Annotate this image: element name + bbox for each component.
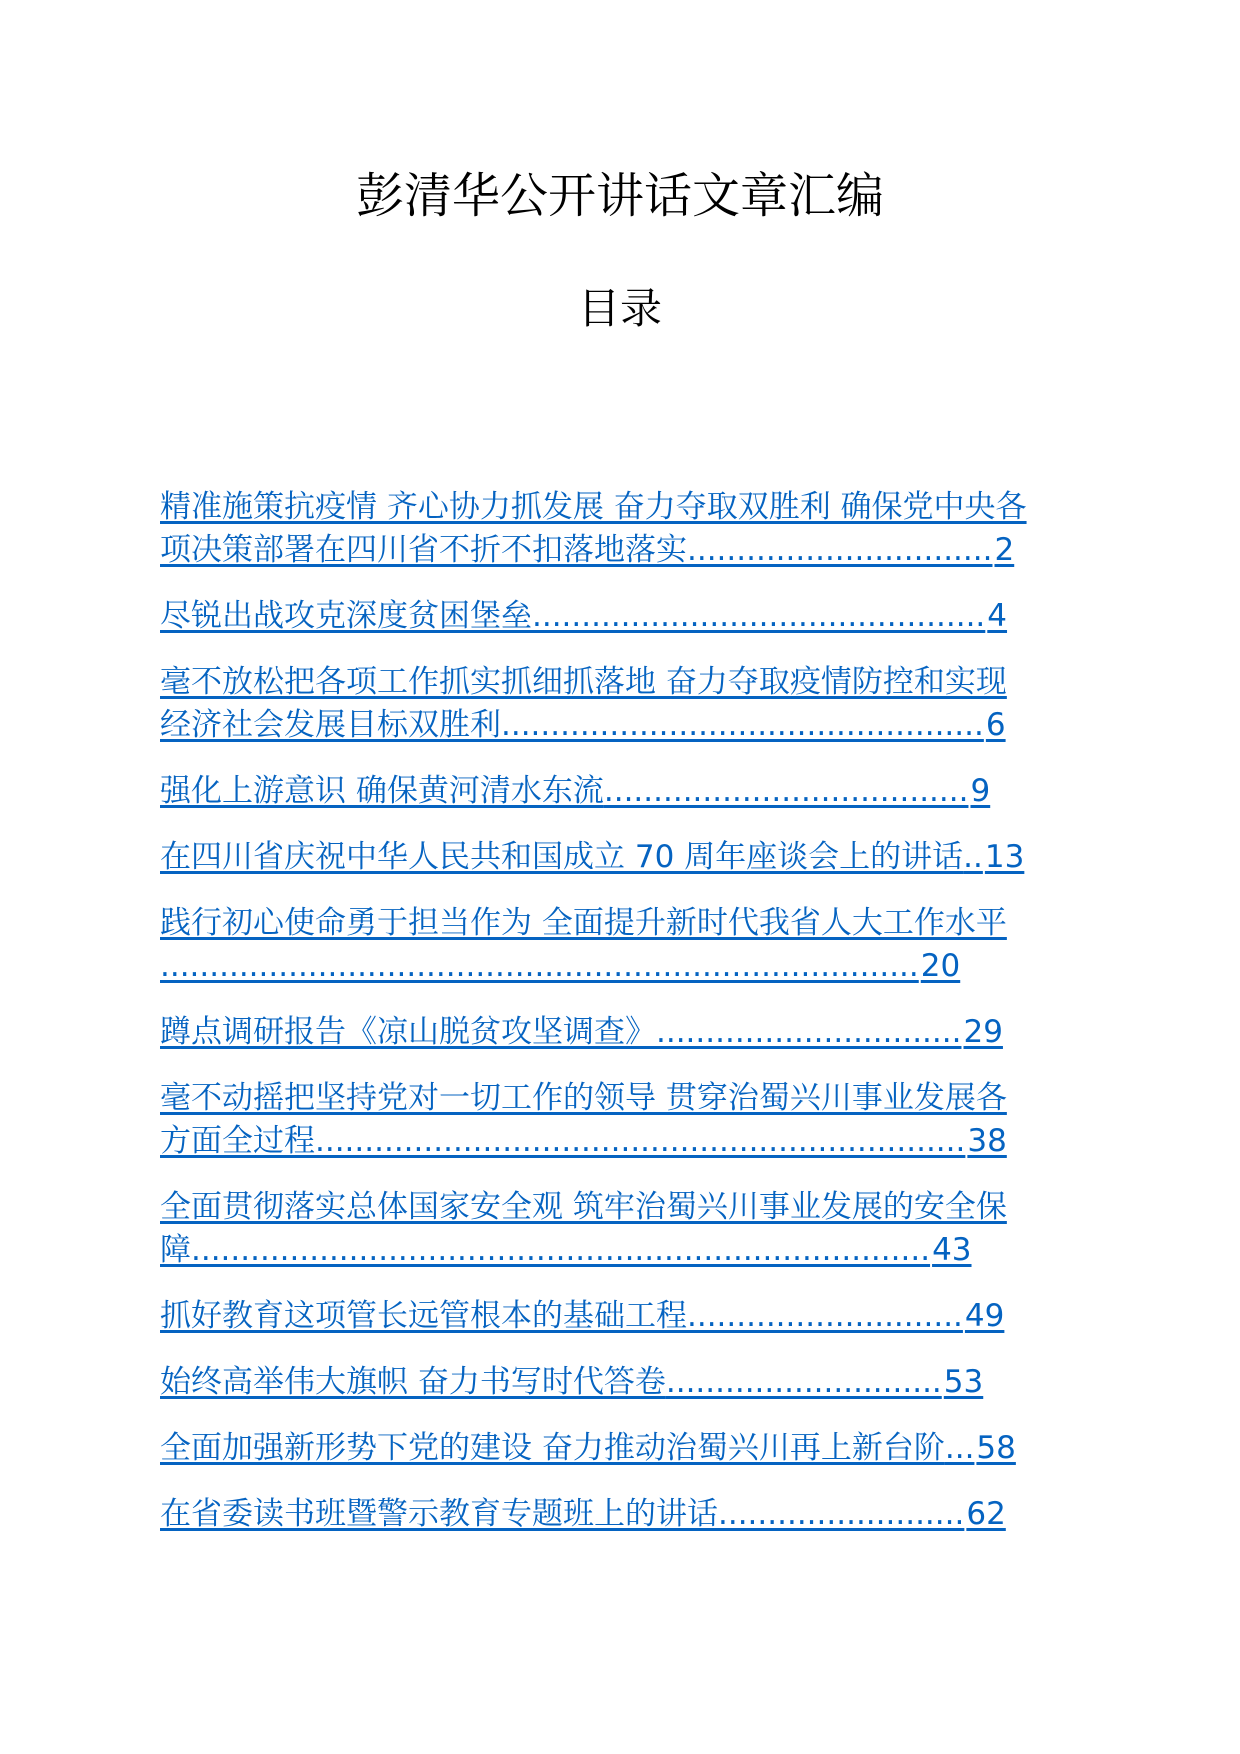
toc-leader-dots: .........................: [718, 1496, 965, 1532]
toc-entry-link[interactable]: [160, 1295, 1085, 1338]
toc-entry-link[interactable]: [160, 1077, 1085, 1163]
toc-page-number: 53: [943, 1364, 984, 1400]
toc-entry: [160, 661, 1085, 747]
toc-entry-link[interactable]: [160, 486, 1085, 572]
toc-entry: [160, 902, 1085, 988]
table-of-contents: [160, 486, 1085, 1559]
toc-entry-link[interactable]: [160, 1361, 1085, 1404]
toc-leader-dots: .................................................: [501, 707, 984, 743]
toc-entry: [160, 1011, 1085, 1054]
toc-entry: [160, 1361, 1085, 1404]
toc-leader-dots: ...........................................................................: [191, 1232, 931, 1268]
toc-entry-title: 全面贯彻落实总体国家安全观 筑牢治蜀兴川事业发展的安全保: [160, 1189, 1007, 1225]
toc-entry-link[interactable]: [160, 770, 1085, 813]
toc-entry-title: 抓好教育这项管长远管根本的基础工程: [160, 1298, 687, 1334]
toc-entry-title: 毫不放松把各项工作抓实抓细抓落地 奋力夺取疫情防控和实现: [160, 664, 1007, 700]
toc-page-number: 38: [967, 1123, 1007, 1159]
toc-page-number: 49: [964, 1298, 1005, 1334]
toc-entry-title: 毫不动摇把坚持党对一切工作的领导 贯穿治蜀兴川事业发展各: [160, 1080, 1007, 1116]
toc-leader-dots: ..................................................................: [315, 1123, 966, 1159]
toc-heading: 目录: [577, 284, 662, 333]
toc-entry-title: 始终高举伟大旗帜 奋力书写时代答卷: [160, 1364, 666, 1400]
toc-page-number: 13: [984, 839, 1025, 875]
toc-entry-title: 尽锐出战攻克深度贫困堡垒: [160, 598, 532, 634]
toc-page-number: 6: [985, 707, 1006, 743]
toc-page-number: 20: [920, 948, 961, 984]
toc-entry: [160, 595, 1085, 638]
toc-entry-title: 经济社会发展目标双胜利: [160, 707, 501, 743]
toc-entry: [160, 836, 1085, 879]
toc-entry-link[interactable]: [160, 1186, 1085, 1272]
toc-entry-link[interactable]: [160, 836, 1085, 879]
toc-page-number: 2: [994, 532, 1015, 568]
toc-entry: [160, 1186, 1085, 1272]
toc-page-number: 62: [966, 1496, 1006, 1532]
toc-leader-dots: .....................................: [603, 773, 969, 809]
toc-entry: [160, 770, 1085, 813]
toc-page-number: 4: [987, 598, 1008, 634]
toc-page-number: 29: [963, 1014, 1003, 1050]
toc-entry-title: 精准施策抗疫情 齐心协力抓发展 奋力夺取双胜利 确保党中央各: [160, 489, 1027, 525]
toc-entry-link[interactable]: [160, 902, 1085, 988]
toc-leader-dots: ...: [944, 1430, 975, 1466]
toc-entry: [160, 1427, 1085, 1470]
toc-entry-title: 践行初心使命勇于担当作为 全面提升新时代我省人大工作水平: [160, 905, 1007, 941]
toc-entry-title: 蹲点调研报告《凉山脱贫攻坚调查》: [160, 1014, 656, 1050]
toc-entry-title: 项决策部署在四川省不折不扣落地落实: [160, 532, 687, 568]
toc-entry-title: 障: [160, 1232, 191, 1268]
toc-leader-dots: ..............................................: [532, 598, 986, 634]
toc-page-number: 9: [970, 773, 991, 809]
document-title: 彭清华公开讲话文章汇编: [355, 168, 884, 224]
toc-page-number: 58: [976, 1430, 1016, 1466]
toc-entry: [160, 486, 1085, 572]
toc-leader-dots: .............................................................................: [160, 948, 919, 984]
toc-leader-dots: ............................: [687, 1298, 963, 1334]
toc-entry: [160, 1077, 1085, 1163]
toc-entry-title: 在四川省庆祝中华人民共和国成立 70 周年座谈会上的讲话: [160, 839, 964, 875]
toc-leader-dots: ............................: [665, 1364, 942, 1400]
toc-page-number: 43: [932, 1232, 972, 1268]
toc-entry-link[interactable]: [160, 661, 1085, 747]
toc-entry-title: 强化上游意识 确保黄河清水东流: [160, 773, 604, 809]
toc-leader-dots: ...............................: [687, 532, 993, 568]
toc-entry: [160, 1295, 1085, 1338]
toc-entry-title: 全面加强新形势下党的建设 奋力推动治蜀兴川再上新台阶: [160, 1430, 945, 1466]
toc-entry-title: 在省委读书班暨警示教育专题班上的讲话: [160, 1496, 718, 1532]
toc-entry-link[interactable]: [160, 1011, 1085, 1054]
toc-entry-link[interactable]: [160, 595, 1085, 638]
toc-entry-link[interactable]: [160, 1427, 1085, 1470]
toc-entry-link[interactable]: [160, 1493, 1085, 1536]
toc-entry: [160, 1493, 1085, 1536]
toc-entry-title: 方面全过程: [160, 1123, 315, 1159]
toc-leader-dots: ..: [963, 839, 983, 875]
toc-leader-dots: ...............................: [656, 1014, 962, 1050]
